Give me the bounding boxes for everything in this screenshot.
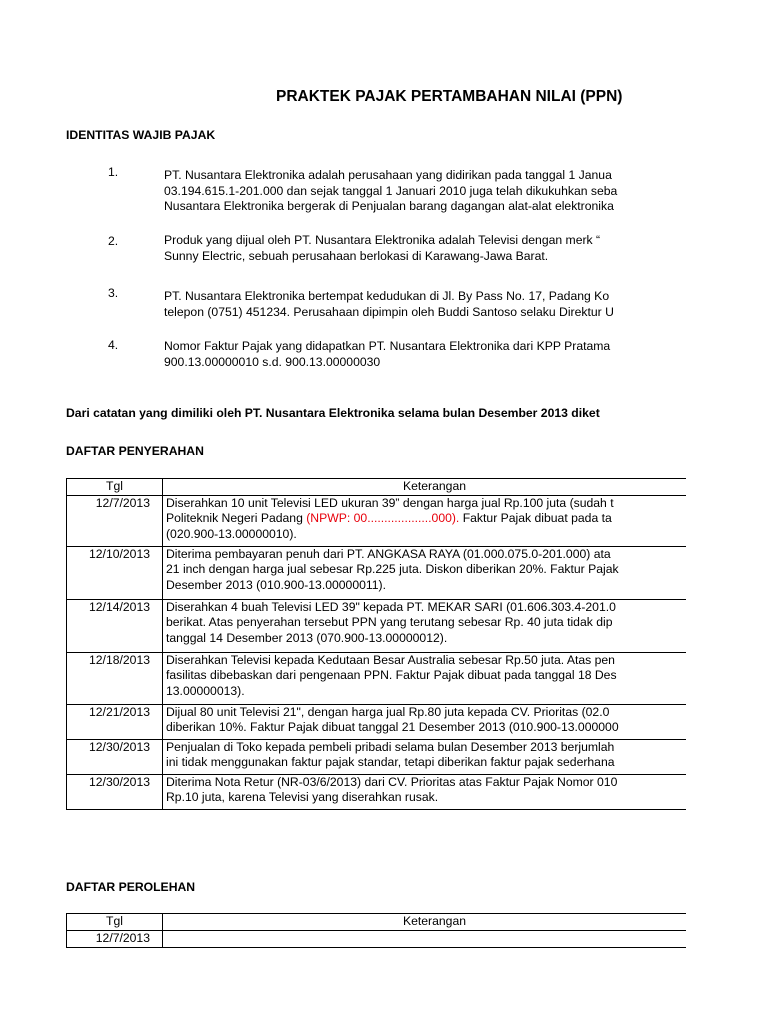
perolehan-heading: DAFTAR PEROLEHAN bbox=[66, 880, 196, 894]
text-line: tanggal 14 Desember 2013 (070.900-13.00000012). bbox=[166, 630, 448, 645]
table-row bbox=[67, 774, 687, 809]
text-line: Produk yang dijual oleh PT. Nusantara Elektronika adalah Televisi dengan merk “ bbox=[164, 233, 601, 247]
date-cell: 12/21/2013 bbox=[67, 704, 163, 739]
table-header-row bbox=[67, 479, 687, 496]
column-header-keterangan: Keterangan bbox=[163, 479, 687, 496]
identity-item-text bbox=[164, 233, 600, 264]
table-row bbox=[67, 930, 687, 947]
item-number: 2. bbox=[108, 234, 119, 248]
description-cell bbox=[163, 704, 687, 739]
date-cell: 12/7/2013 bbox=[67, 495, 163, 546]
text-line: Nomor Faktur Pajak yang didapatkan PT. Nusantara Elektronika dari KPP Pratama bbox=[164, 339, 611, 353]
date-cell: 12/30/2013 bbox=[67, 774, 163, 809]
text-line: 13.00000013). bbox=[166, 683, 245, 698]
item-number: 3. bbox=[108, 286, 119, 300]
description-cell bbox=[163, 546, 687, 599]
table-row bbox=[67, 652, 687, 704]
catatan-text: Dari catatan yang dimiliki oleh PT. Nusantara Elektronika selama bulan Desember 2013 diket bbox=[66, 406, 600, 420]
description-cell bbox=[163, 652, 687, 704]
description-cell bbox=[163, 930, 687, 947]
description-cell bbox=[163, 599, 687, 652]
text-line: Diserahkan 4 buah Televisi LED 39" kepada PT. MEKAR SARI (01.606.303.4-201.0 bbox=[166, 599, 616, 614]
identitas-heading: IDENTITAS WAJIB PAJAK bbox=[66, 128, 216, 142]
date-cell: 12/18/2013 bbox=[67, 652, 163, 704]
text-line: Rp.10 juta, karena Televisi yang diserahkan rusak. bbox=[166, 790, 439, 805]
column-header-tgl: Tgl bbox=[67, 914, 163, 931]
identity-item-text bbox=[164, 289, 614, 320]
text-line: ini tidak menggunakan faktur pajak standar, tetapi diberikan faktur pajak sederhana bbox=[166, 755, 615, 770]
date-cell: 12/10/2013 bbox=[67, 546, 163, 599]
column-header-tgl: Tgl bbox=[67, 479, 163, 496]
identity-item-text bbox=[164, 339, 610, 370]
date-cell: 12/30/2013 bbox=[67, 739, 163, 774]
perolehan-table bbox=[66, 913, 686, 948]
text-line: 21 inch dengan harga jual sebesar Rp.225 juta. Diskon diberikan 20%. Faktur Pajak bbox=[166, 562, 619, 577]
text-line: (020.900-13.00000010). bbox=[166, 526, 297, 541]
text-line: Diserahkan Televisi kepada Kedutaan Besar Australia sebesar Rp.50 juta. Atas pen bbox=[166, 652, 615, 667]
text-line: Desember 2013 (010.900-13.00000011). bbox=[166, 577, 386, 592]
page-title: PRAKTEK PAJAK PERTAMBAHAN NILAI (PPN) bbox=[276, 88, 623, 105]
text-line: Nusantara Elektronika bergerak di Penjualan barang dagangan alat-alat elektronika bbox=[164, 199, 614, 214]
text-line: telepon (0751) 451234. Perusahaan dipimpin oleh Buddi Santoso selaku Direktur U bbox=[164, 304, 614, 319]
text-segment: Politeknik Negeri Padang bbox=[166, 511, 307, 526]
table-row bbox=[67, 599, 687, 652]
table-header-row bbox=[67, 914, 687, 931]
text-line: Diserahkan 10 unit Televisi LED ukuran 39” dengan harga jual Rp.100 juta (sudah t bbox=[166, 495, 614, 510]
item-number: 4. bbox=[108, 338, 119, 352]
text-line: PT. Nusantara Elektronika bertempat kedudukan di Jl. By Pass No. 17, Padang Ko bbox=[164, 289, 610, 303]
item-number: 1. bbox=[108, 165, 119, 179]
table-row bbox=[67, 704, 687, 739]
description-cell bbox=[163, 774, 687, 809]
text-line: PT. Nusantara Elektronika adalah perusahaan yang didirikan pada tanggal 1 Janua bbox=[164, 168, 612, 182]
text-segment: Faktur Pajak dibuat pada ta bbox=[459, 511, 612, 526]
text-line: Diterima pembayaran penuh dari PT. ANGKASA RAYA (01.000.075.0-201.000) ata bbox=[166, 546, 611, 561]
text-line: Sunny Electric, sebuah perusahaan berlokasi di Karawang-Jawa Barat. bbox=[164, 248, 549, 263]
text-line: Penjualan di Toko kepada pembeli pribadi selama bulan Desember 2013 berjumlah bbox=[166, 739, 615, 754]
npwp-placeholder: (NPWP: 00...................000). bbox=[306, 511, 460, 526]
description-cell bbox=[163, 495, 687, 546]
description-cell bbox=[163, 739, 687, 774]
text-line bbox=[166, 511, 686, 527]
text-line: fasilitas dibebaskan dari pengenaan PPN. Faktur Pajak dibuat pada tanggal 18 Des bbox=[166, 668, 617, 683]
table-row bbox=[67, 546, 687, 599]
date-cell: 12/14/2013 bbox=[67, 599, 163, 652]
date-cell: 12/7/2013 bbox=[67, 930, 163, 947]
text-line: Dijual 80 unit Televisi 21", dengan harga jual Rp.80 juta kepada CV. Prioritas (02.0 bbox=[166, 704, 610, 719]
identity-item-text bbox=[164, 168, 617, 215]
column-header-keterangan: Keterangan bbox=[163, 914, 687, 931]
table-row bbox=[67, 495, 687, 546]
text-line: diberikan 10%. Faktur Pajak dibuat tanggal 21 Desember 2013 (010.900-13.000000 bbox=[166, 720, 619, 735]
table-row bbox=[67, 739, 687, 774]
penyerahan-table bbox=[66, 478, 686, 810]
penyerahan-heading: DAFTAR PENYERAHAN bbox=[66, 444, 204, 458]
text-line: berikat. Atas penyerahan tersebut PPN yang terutang sebesar Rp. 40 juta tidak dip bbox=[166, 615, 613, 630]
text-line: 900.13.00000010 s.d. 900.13.00000030 bbox=[164, 354, 381, 369]
text-line: 03.194.615.1-201.000 dan sejak tanggal 1 Januari 2010 juga telah dikukuhkan seba bbox=[164, 183, 618, 198]
text-line: Diterima Nota Retur (NR-03/6/2013) dari CV. Prioritas atas Faktur Pajak Nomor 010 bbox=[166, 774, 618, 789]
